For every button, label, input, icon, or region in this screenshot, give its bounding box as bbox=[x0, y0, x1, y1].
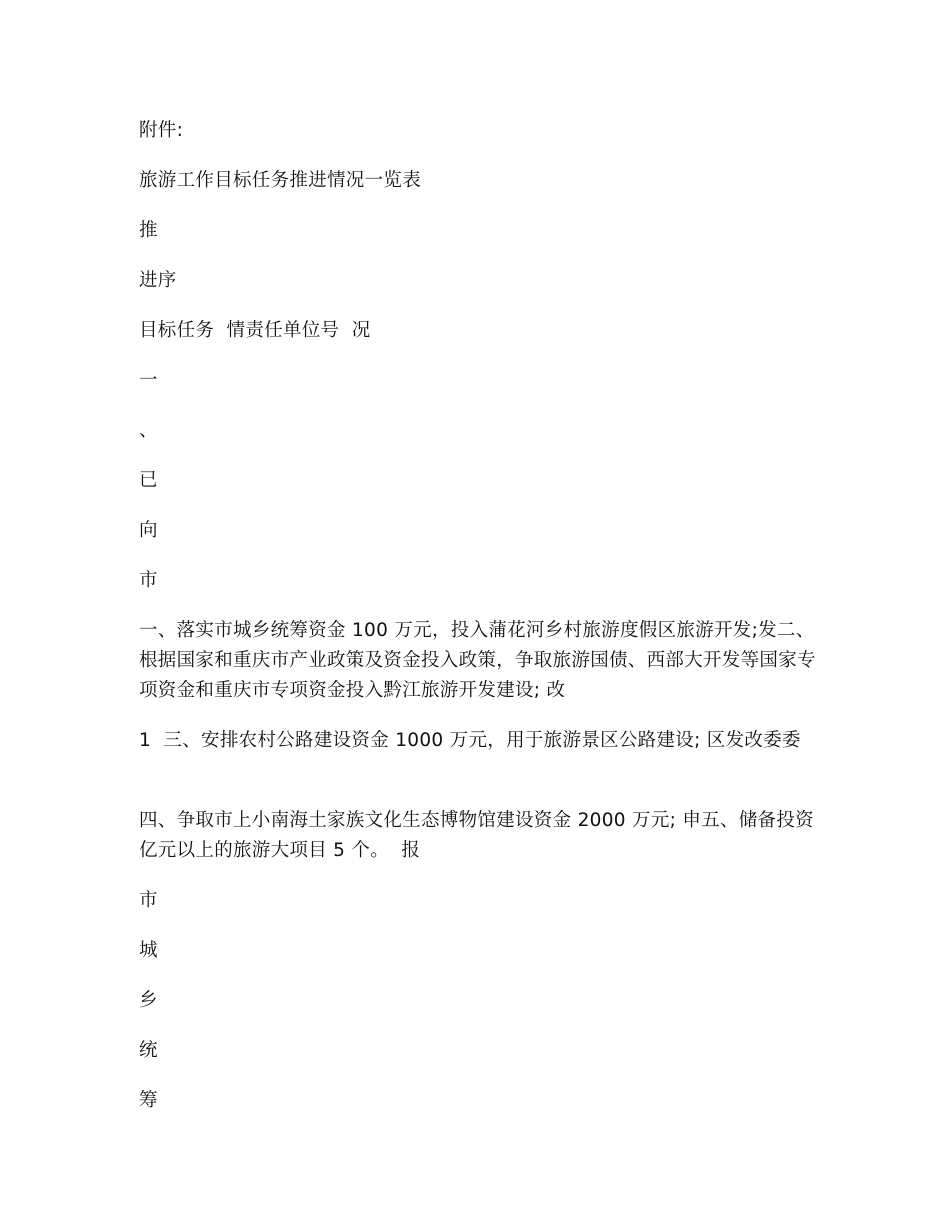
task-paragraph-2: 1 三、安排农村公路建设资金 1000 万元，用于旅游景区公路建设; 区发改委委 bbox=[139, 730, 801, 751]
paragraph: 市 bbox=[139, 890, 158, 911]
task-paragraph-3: 四、争取市上小南海土家族文化生态博物馆建设资金 2000 万元; 申五、储备投资亿元以上的旅游大项目 5 个。 报 bbox=[139, 810, 814, 861]
paragraph: 一 bbox=[139, 370, 158, 391]
table-header-text: 目标任务 情责任单位号 况 bbox=[139, 320, 371, 341]
paragraph: 已 bbox=[139, 470, 158, 491]
attachment-label: 附件: bbox=[139, 120, 184, 141]
paragraph: 乡 bbox=[139, 990, 158, 1011]
paragraph: 推 bbox=[139, 220, 158, 241]
task-paragraph-1: 一、落实市城乡统筹资金 100 万元，投入蒲花河乡村旅游度假区旅游开发;发二、根据国家和重庆市产业政策及资金投入政策，争取旅游国债、西部大开发等国家专项资金和重庆市专项资金投入黔江旅游开发建设; 改 bbox=[139, 620, 816, 701]
paragraph: 筹 bbox=[139, 1090, 158, 1111]
paragraph: 统 bbox=[139, 1040, 158, 1061]
paragraph: 市 bbox=[139, 570, 158, 591]
paragraph: 进序 bbox=[139, 270, 177, 291]
document-title: 旅游工作目标任务推进情况一览表 bbox=[139, 170, 422, 191]
paragraph: 城 bbox=[139, 940, 158, 961]
paragraph: 向 bbox=[139, 520, 158, 541]
paragraph: 、 bbox=[139, 420, 158, 441]
